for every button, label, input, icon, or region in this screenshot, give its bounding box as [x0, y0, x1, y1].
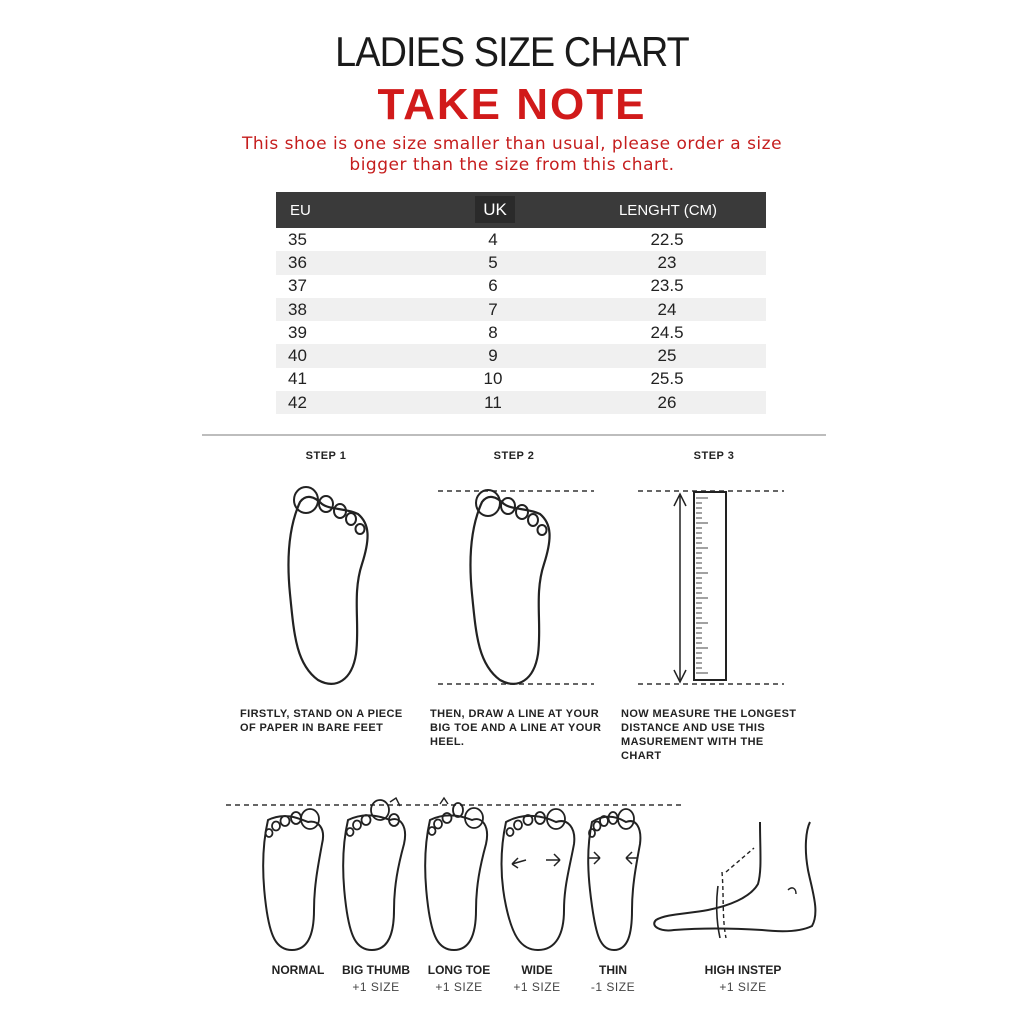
size-warning	[0, 134, 1024, 176]
cell-length: 24	[657, 299, 677, 319]
step-2-label: STEP 2	[493, 450, 535, 462]
table-row	[276, 228, 766, 251]
table-row	[276, 321, 766, 344]
cell-uk: 9	[488, 346, 498, 366]
cell-eu: 38	[288, 299, 307, 319]
header-eu: EU	[290, 201, 311, 219]
cell-length: 23	[657, 252, 677, 272]
size-table-header	[276, 192, 766, 228]
wide-foot-icon	[498, 806, 578, 954]
cell-eu: 37	[288, 276, 307, 296]
step-3-text: NOW MEASURE THE LONGEST DISTANCE AND USE THIS MASUREMENT WITH THE CHART	[621, 708, 797, 762]
cell-uk: 4	[488, 229, 498, 249]
step-1-label: STEP 1	[305, 450, 347, 462]
step-2-foot-icon	[436, 484, 596, 689]
cell-uk: 7	[488, 299, 498, 319]
table-row	[276, 298, 766, 321]
cell-uk: 11	[484, 392, 502, 412]
foot-type-high-instep-adjust: +1 SIZE	[719, 980, 767, 994]
cell-eu: 42	[288, 392, 307, 412]
size-warning-line-1: This shoe is one size smaller than usual, please order a size	[241, 134, 783, 154]
step-1-foot-icon	[270, 484, 380, 689]
cell-eu: 40	[288, 346, 307, 366]
long-toe-foot-icon	[422, 800, 494, 954]
table-row	[276, 251, 766, 274]
size-warning-line-2: bigger than the size from this chart.	[349, 155, 675, 175]
thin-foot-icon	[580, 806, 650, 954]
cell-length: 26	[657, 392, 677, 412]
cell-uk: 5	[488, 252, 498, 272]
foot-type-wide-adjust: +1 SIZE	[513, 980, 561, 994]
foot-type-long-toe-label: LONG TOE	[427, 963, 491, 977]
foot-type-long-toe-adjust: +1 SIZE	[435, 980, 483, 994]
cell-length: 23.5	[650, 276, 684, 296]
high-instep-foot-icon	[650, 820, 826, 944]
step-2-text: THEN, DRAW A LINE AT YOUR BIG TOE AND A LINE AT YOUR HEEL.	[430, 708, 602, 748]
cell-length: 22.5	[650, 229, 684, 249]
foot-type-big-thumb-adjust: +1 SIZE	[352, 980, 400, 994]
cell-uk: 8	[488, 322, 498, 342]
cell-eu: 39	[288, 322, 307, 342]
table-row	[276, 344, 766, 367]
big-thumb-foot-icon	[340, 800, 412, 954]
foot-type-thin-label: THIN	[599, 963, 627, 977]
cell-eu: 35	[288, 229, 307, 249]
section-divider	[202, 434, 826, 436]
foot-type-big-thumb-label: BIG THUMB	[342, 963, 410, 977]
step-3-ruler-icon	[636, 484, 786, 689]
foot-type-normal-label: NORMAL	[271, 963, 325, 977]
step-1-text: FIRSTLY, STAND ON A PIECE OF PAPER IN BARE FEET	[240, 708, 403, 734]
cell-uk: 10	[483, 369, 503, 389]
cell-length: 25	[657, 346, 677, 366]
table-row	[276, 368, 766, 391]
step-3-label: STEP 3	[693, 450, 735, 462]
table-row	[276, 275, 766, 298]
size-table-body	[276, 228, 766, 414]
foot-type-thin-adjust: -1 SIZE	[590, 980, 636, 994]
chart-title: LADIES SIZE CHART	[335, 28, 689, 75]
foot-type-high-instep-label: HIGH INSTEP	[704, 963, 782, 977]
cell-length: 24.5	[650, 322, 684, 342]
foot-type-wide-label: WIDE	[521, 963, 553, 977]
take-note-heading: TAKE NOTE	[377, 80, 647, 129]
cell-length: 25.5	[650, 369, 684, 389]
cell-uk: 6	[488, 276, 498, 296]
header-length: LENGHT (CM)	[618, 201, 718, 219]
size-table	[276, 192, 766, 414]
header-uk: UK	[420, 200, 570, 220]
table-row	[276, 391, 766, 414]
cell-eu: 41	[288, 369, 307, 389]
cell-eu: 36	[288, 252, 307, 272]
normal-foot-icon	[258, 806, 328, 954]
